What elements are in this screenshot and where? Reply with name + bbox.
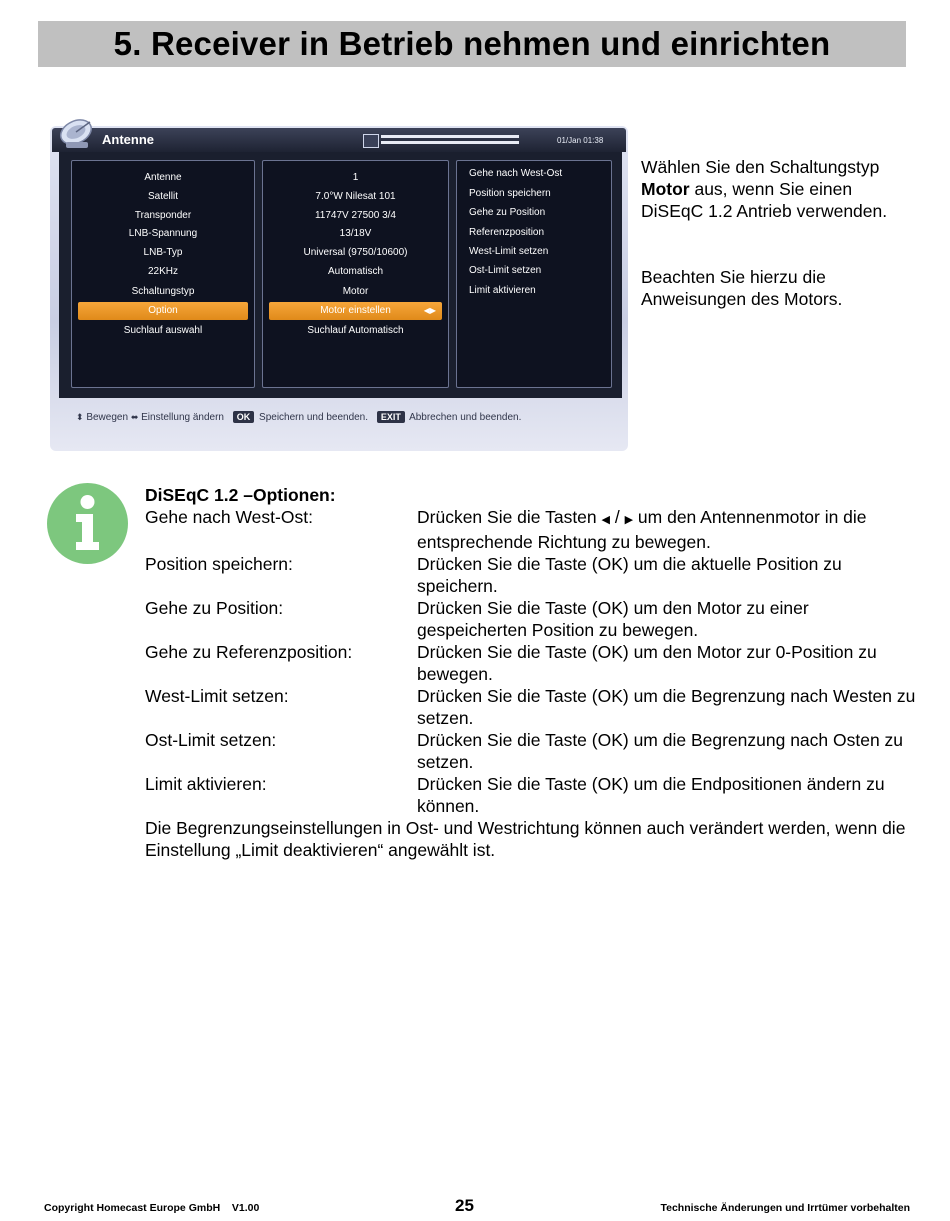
option-desc-part-a: Drücken Sie die Tasten: [417, 507, 602, 527]
satellite-dish-icon: [56, 116, 100, 152]
option-label: Ost-Limit setzen:: [145, 730, 277, 750]
screen-body: [59, 152, 622, 398]
side-p1-bold: Motor: [641, 179, 690, 199]
left-right-arrows-icon: ⬌: [130, 412, 139, 422]
motor-option-position-speichern[interactable]: Position speichern: [469, 188, 551, 199]
disclaimer-text: Technische Änderungen und Irrtümer vorbehalten: [660, 1202, 910, 1214]
option-label: Limit aktivieren:: [145, 774, 267, 794]
copyright-text: Copyright Homecast Europe GmbH V1.00: [44, 1202, 260, 1214]
option-description: Drücken Sie die Taste (OK) um die Endpositionen ändern zu können.: [417, 774, 885, 816]
option-description: Drücken Sie die Taste (OK) um die Begrenzung nach Osten zu setzen.: [417, 730, 904, 772]
option-description: Drücken Sie die Taste (OK) um die Begrenzung nach Westen zu setzen.: [417, 686, 916, 728]
left-triangle-icon: ◀: [601, 514, 610, 526]
side-instructions: [641, 156, 911, 310]
help-ok: Speichern und beenden.: [259, 412, 369, 423]
menu-item-suchlauf-auswahl[interactable]: Suchlauf auswahl: [123, 325, 203, 336]
right-triangle-icon: ▶: [624, 514, 634, 526]
value-satellit: 7.0°W Nilesat 101: [315, 191, 396, 202]
side-paragraph-1: [641, 156, 911, 222]
value-option-selected[interactable]: [269, 302, 442, 320]
exit-key-badge: EXIT: [377, 411, 405, 423]
option-row: [145, 597, 925, 641]
option-description: Drücken Sie die Taste (OK) um die aktuelle Position zu speichern.: [417, 554, 842, 596]
menu-item-antenne[interactable]: Antenne: [144, 172, 182, 183]
option-label: West-Limit setzen:: [145, 686, 289, 706]
option-description: Drücken Sie die Taste (OK) um den Motor zur 0-Position zu bewegen.: [417, 642, 877, 684]
left-right-arrows-icon: ◀▶: [423, 306, 436, 315]
section-title: 5. Receiver in Betrieb nehmen und einrichten: [113, 25, 831, 62]
info-icon: [47, 483, 128, 564]
option-description: [417, 506, 917, 553]
side-p1-part-b: aus, wenn Sie einen DiSEqC 1.2 Antrieb verwenden.: [641, 179, 888, 221]
receiver-screenshot: [48, 116, 630, 453]
motor-option-referenzposition[interactable]: Referenzposition: [469, 227, 545, 238]
menu-item-lnb-typ[interactable]: LNB-Typ: [143, 247, 183, 258]
side-p1-part-a: Wählen Sie den Schaltungstyp: [641, 157, 880, 177]
settings-label-panel: [71, 160, 255, 388]
option-row: [145, 729, 925, 773]
option-row: [145, 553, 925, 597]
value-schaltungstyp: Motor: [342, 286, 369, 297]
signal-level-bars: [381, 135, 519, 145]
settings-value-panel: [262, 160, 449, 388]
help-exit: Abbrechen und beenden.: [409, 412, 522, 423]
option-row: [145, 773, 925, 817]
page-number: 25: [455, 1196, 474, 1215]
value-suchlauf: Suchlauf Automatisch: [307, 325, 404, 336]
screen-clock: 01/Jan 01:38: [557, 136, 604, 145]
menu-item-lnb-spannung[interactable]: LNB-Spannung: [128, 228, 198, 239]
option-label: Gehe nach West-Ost:: [145, 507, 313, 527]
option-row: [145, 685, 925, 729]
help-move: Bewegen: [86, 412, 129, 423]
menu-item-transponder[interactable]: Transponder: [134, 210, 192, 221]
value-lnb-spannung: 13/18V: [339, 228, 372, 239]
motor-option-west-limit[interactable]: West-Limit setzen: [469, 246, 549, 257]
side-paragraph-2: Beachten Sie hierzu die Anweisungen des Motors.: [641, 267, 843, 309]
option-desc-part-b: /: [609, 507, 625, 527]
motor-option-gehe-zu-position[interactable]: Gehe zu Position: [469, 207, 546, 218]
help-change: Einstellung ändern: [141, 412, 224, 423]
motor-option-west-ost[interactable]: Gehe nach West-Ost: [469, 168, 563, 179]
section-header: [38, 21, 906, 67]
option-row: [145, 506, 925, 553]
value-antenne: 1: [352, 172, 359, 183]
motor-option-limit-aktivieren[interactable]: Limit aktivieren: [469, 285, 536, 296]
option-label: Gehe zu Position:: [145, 598, 284, 618]
signal-icon: [363, 134, 379, 148]
menu-item-schaltungstyp[interactable]: Schaltungstyp: [131, 286, 195, 297]
value-22khz: Automatisch: [327, 266, 384, 277]
value-transponder: 11747V 27500 3/4: [314, 210, 396, 221]
value-option-label: Motor einstellen: [320, 305, 391, 316]
up-down-arrows-icon: ⬍: [76, 412, 84, 422]
diseqc-options: [145, 484, 925, 861]
option-row: [145, 641, 925, 685]
screen-title: Antenne: [102, 132, 154, 147]
motor-options-panel: [456, 160, 612, 388]
option-description: Drücken Sie die Taste (OK) um den Motor zu einer gespeicherten Position zu bewegen.: [417, 598, 809, 640]
screen-help-bar: [76, 411, 521, 423]
options-closing-note: Die Begrenzungseinstellungen in Ost- und Westrichtung können auch verändert werden, wenn die Einstellung „Limit deaktivieren“ angewählt ist.: [145, 818, 906, 860]
value-lnb-typ: Universal (9750/10600): [303, 247, 408, 258]
option-label: Gehe zu Referenzposition:: [145, 642, 353, 662]
ok-key-badge: OK: [233, 411, 255, 423]
option-label: Position speichern:: [145, 554, 293, 574]
menu-item-option-selected[interactable]: Option: [78, 302, 248, 320]
motor-option-ost-limit[interactable]: Ost-Limit setzen: [469, 265, 542, 276]
menu-item-22khz[interactable]: 22KHz: [147, 266, 178, 277]
menu-item-satellit[interactable]: Satellit: [147, 191, 178, 202]
option-desc-part-c: um den Antennenmotor in die entsprechende Richtung zu bewegen.: [417, 507, 867, 552]
options-heading: DiSEqC 1.2 –Optionen:: [145, 485, 336, 505]
